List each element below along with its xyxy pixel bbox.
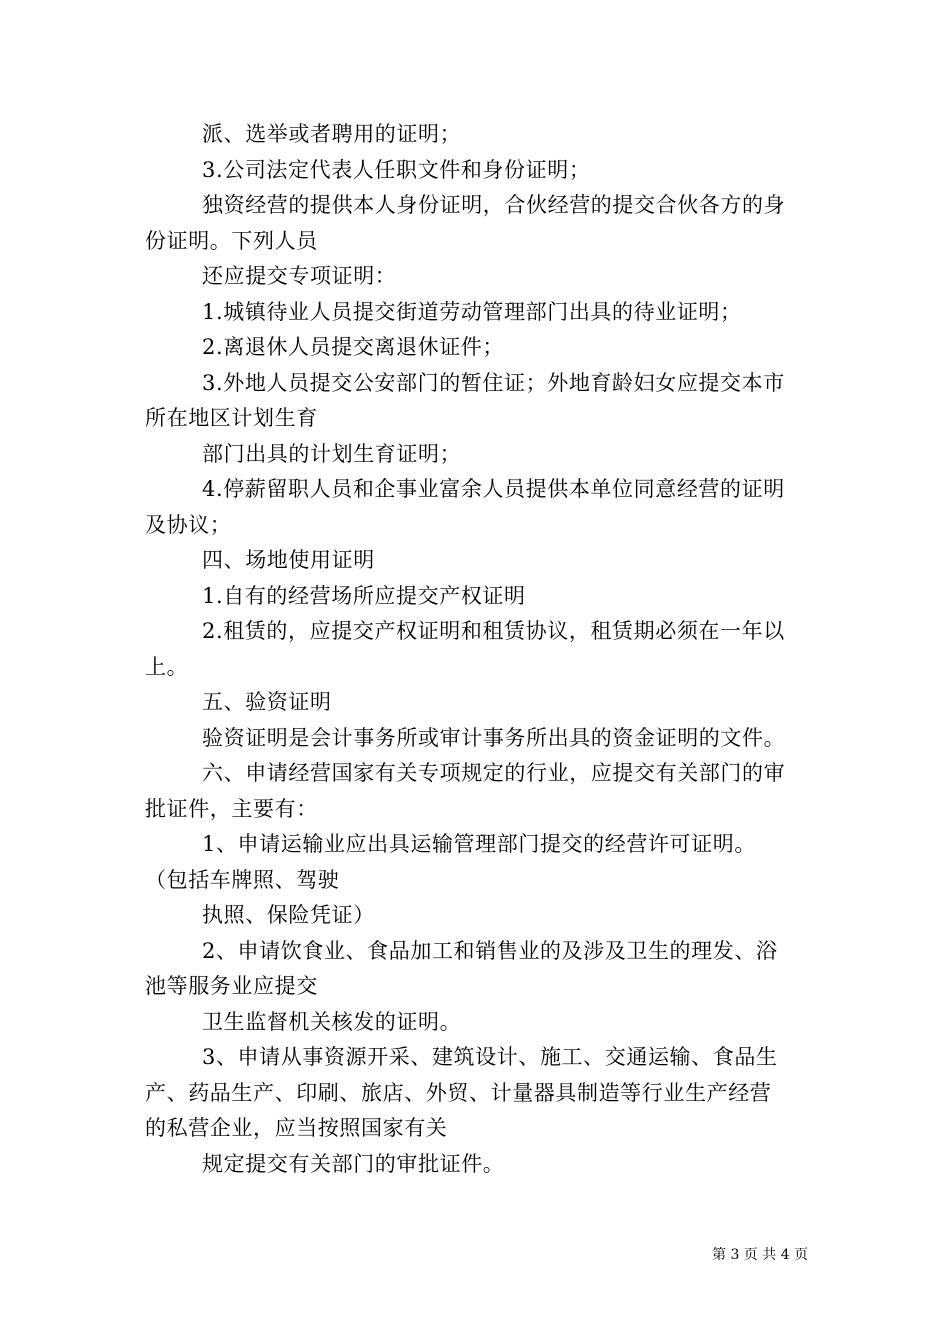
body-line: 的私营企业，应当按照国家有关 xyxy=(145,1116,448,1140)
section-heading: 五、验资证明 xyxy=(202,690,332,714)
body-line: 上。 xyxy=(145,654,189,679)
body-line: 执照、保险凭证） xyxy=(202,903,375,927)
body-line: 派、选举或者聘用的证明； xyxy=(202,122,462,146)
body-line: 规定提交有关部门的审批证件。 xyxy=(202,1151,505,1176)
body-line: 份证明。下列人员 xyxy=(145,228,318,253)
section-heading: 六、申请经营国家有关专项规定的行业，应提交有关部门的审 xyxy=(202,761,786,785)
body-line: 还应提交专项证明： xyxy=(202,264,397,288)
body-line: 产、药品生产、印刷、旅店、外贸、计量器具制造等行业生产经营 xyxy=(145,1080,772,1105)
body-line: 4.停薪留职人员和企事业富余人员提供本单位同意经营的证明 xyxy=(202,477,785,501)
body-line: 独资经营的提供本人身份证明，合伙经营的提交合伙各方的身 xyxy=(202,193,786,217)
body-line: 验资证明是会计事务所或审计事务所出具的资金证明的文件。 xyxy=(202,725,786,750)
body-line: 3.外地人员提交公安部门的暂住证；外地育龄妇女应提交本市 xyxy=(202,370,785,395)
body-line: 部门出具的计划生育证明； xyxy=(202,441,462,466)
body-line: 3.公司法定代表人任职文件和身份证明； xyxy=(202,157,591,182)
body-line: 2.离退休人员提交离退休证件； xyxy=(202,335,505,359)
section-heading: 四、场地使用证明 xyxy=(202,548,375,572)
page-number-footer: 第 3 页 共 4 页 xyxy=(712,1247,809,1263)
body-line: 批证件，主要有： xyxy=(145,796,318,821)
body-line: 池等服务业应提交 xyxy=(145,974,318,998)
body-line: 2.租赁的，应提交产权证明和租赁协议，租赁期必须在一年以 xyxy=(202,619,785,643)
body-line: 及协议； xyxy=(145,512,232,537)
body-line: 2、申请饮食业、食品加工和销售业的及涉及卫生的理发、浴 xyxy=(202,938,778,963)
body-line: 所在地区计划生育 xyxy=(145,406,318,430)
body-line: 卫生监督机关核发的证明。 xyxy=(202,1009,462,1034)
body-line: 1、申请运输业应出具运输管理部门提交的经营许可证明。 xyxy=(202,832,756,856)
body-line: 3、申请从事资源开采、建筑设计、施工、交通运输、食品生 xyxy=(202,1045,778,1069)
body-line: 1.城镇待业人员提交街道劳动管理部门出具的待业证明； xyxy=(202,299,742,324)
body-line: （包括车牌照、驾驶 xyxy=(145,867,340,892)
body-line: 1.自有的经营场所应提交产权证明 xyxy=(202,583,526,608)
